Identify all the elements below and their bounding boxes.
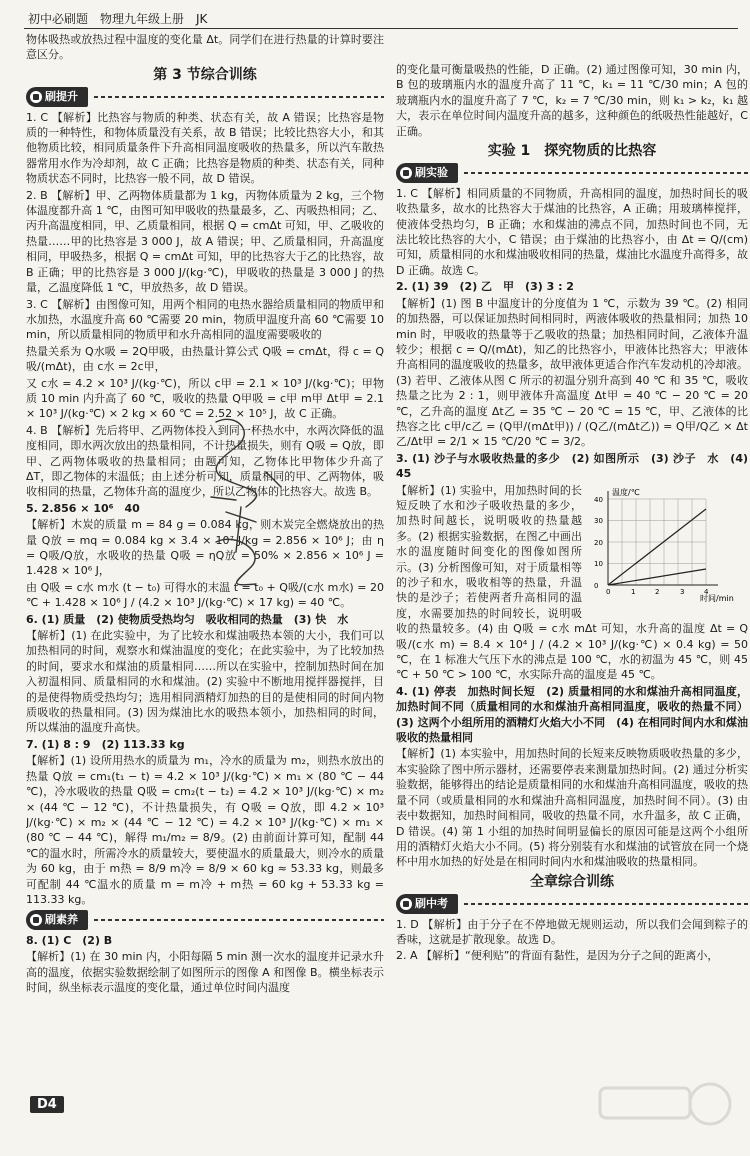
x-tick: 1 <box>631 587 636 596</box>
brush-icon <box>30 914 42 926</box>
exp-answer-2-key: 2. (1) 39 (2) 乙 甲 (3) 3 : 2 <box>396 280 574 294</box>
answer-1: 1. C 【解析】比热容与物质的种类、状态有关，故 A 错误；比热容是物质的一种特性，和物体质量没有关系，故 B 错误；比较比热容大小，和其他物质比较，相同质量条件下升高相同温度吸收的热量多，所以汽车散热器常用水作为冷却剂，故 C 正确；比热容是物质的种类、状态有关，同种物质状态不同时，比热容一般不同，故 D 错误。 <box>26 110 384 186</box>
answer-2: 2. B 【解析】甲、乙两物体质量都为 1 kg，丙物体质量为 2 kg，三个物体温度都升高 1 ℃，由图可知甲吸收的热量最多，乙、丙吸热相同；乙、丙升高温度相同，甲、乙质量相同，根据 Q = cmΔt 可知，甲、乙吸收的热量……甲的比热容是 3 000 J，故 A 错误；甲、乙质量相同，升高温度相同，甲吸热多，根据 Q = cmΔt 可知，甲的比热容大于乙的比热容，故 B 正确；甲的比热容是 3 000 J/(kg·℃)，甲吸收的热量是 3 000 J 的热量，乙温度降低 1 ℃，甲放热多，故 D 错误。 <box>26 188 384 295</box>
answer-3-part-b: 热量关系为 Q水吸 = 2Q甲吸，由热量计算公式 Q吸 = cmΔt，得 c = Q吸/(mΔt)，由 c水 = 2c甲， <box>26 344 384 374</box>
banner-label: 刷实验 <box>415 166 448 180</box>
answer-7-key: 7. (1) 8 : 9 (2) 113.33 kg <box>26 737 185 751</box>
banner-rule <box>94 919 384 921</box>
banner-rule <box>464 172 748 174</box>
x-tick: 2 <box>655 587 660 596</box>
graph-ylabel: 温度/℃ <box>612 487 640 497</box>
x-tick: 3 <box>680 587 685 596</box>
y-tick: 30 <box>594 516 603 525</box>
answer-7: 【解析】(1) 设所用热水的质量为 m₁，冷水的质量为 m₂，则热水放出的热量 Q放 = cm₁(t₁ − t) = 4.2 × 10³ J/(kg·℃) × m₁ × (80 ℃ − 44 ℃)，冷水吸收的热量 Q吸 = cm₂(t − t₂) = 4.2 × 10³ J/(kg·℃) × m₂ × (44 ℃ − 12 ℃)，不计热量损失，有 Q吸 = Q放，即 4.2 × 10³ J/(kg·℃) × m₂ × (44 ℃ − 12 ℃) = 4.2 × 10³ J/(kg·℃) × m₁ × (80 ℃ − 44 ℃)，解得 m₁/m₂ = 8/9。(2) 由前面计算可知，配制 44 ℃的温水时，所需冷水的质量较大，要使温水的质量最大，则冷水的质量为 60 kg，由于 m热 = 8/9 m冷 = 8/9 × 60 kg ≈ 53.33 kg，则最多可配制 44 ℃温水的质量 m = m冷 + m热 = 60 kg + 53.33 kg = 113.33 kg。 <box>26 754 384 906</box>
banner-badge <box>26 910 88 929</box>
brush-icon <box>400 898 412 910</box>
banner-badge <box>396 894 458 913</box>
answer-6-key: 6. (1) 质量 (2) 使物质受热均匀 吸收相同的热量 (3) 快 水 <box>26 612 349 626</box>
answer-6: 【解析】(1) 在此实验中，为了比较水和煤油吸热本领的大小，我们可以加热相同的时间，观察水和煤油温度的变化；在此实验中，为了比较加热的时间，要求水和煤油的质量相同……所以在实验中，控制加热时间在加入初温相同、质量相同的水和煤油。(2) 实验中不断地用搅拌器搅拌，目的是使得物质受热均匀；选用相同酒精灯加热的目的是使相同的时间内物质吸收的热量相同。(3) 因为煤油比水的吸热本领小，加热相同的时间，所以煤油的温度升高快。 <box>26 629 384 735</box>
graph-xlabel: 时间/min <box>700 593 734 603</box>
watermark-logo <box>590 1078 740 1138</box>
left-column <box>26 32 384 1112</box>
banner-brush-improve <box>26 87 384 106</box>
answer-3-part-c: 又 c水 = 4.2 × 10³ J/(kg·℃)，所以 c甲 = 2.1 × 10³ J/(kg·℃)；甲物质 10 min 内升高了 60 ℃，吸收的热量 Q甲吸 = c甲 m甲 Δt甲 = 2.1 × 10³ J/(kg·℃) × 2 kg × 60 ℃ = 2.52 × 10⁵ J，故 C 正确。 <box>26 376 384 421</box>
running-header: 初中必刷题 物理九年级上册 JK <box>28 12 208 26</box>
y-tick: 20 <box>594 538 603 547</box>
banner-label: 刷中考 <box>415 897 448 911</box>
banner-label: 刷提升 <box>45 90 78 104</box>
right-column <box>396 62 748 1122</box>
banner-rule <box>464 903 748 905</box>
exam-answer-1: 1. D 【解析】由于分子在不停地做无规则运动，所以我们会闻到粽子的香味，这就是扩散现象。故选 D。 <box>396 917 748 946</box>
answer-4: 4. B 【解析】先后将甲、乙两物体投入到同一杯热水中，水两次降低的温度相同，即水两次放出的热量相同，不计热量损失，则有 Q吸 = Q放，即甲、乙两物体吸收的热量相同；由题可知，乙物体比甲物体少升高了 ΔT，即乙物体的末温低；由上述分析可知，质量相同的甲、乙两物体，吸收相同的热量，乙物体升高的温度少，所以乙物体的比热容大。故选 B。 <box>26 423 384 499</box>
chapter-review-title: 全章综合训练 <box>530 873 614 890</box>
banner-brush-experiment <box>396 163 748 182</box>
banner-label: 刷素养 <box>45 913 78 927</box>
exp-answer-3-key: 3. (1) 沙子与水吸收热量的多少 (2) 如图所示 (3) 沙子 水 (4) 45 <box>396 451 748 481</box>
temperature-time-graph <box>588 485 748 605</box>
x-tick: 0 <box>606 587 611 596</box>
y-tick: 0 <box>594 581 599 590</box>
brush-icon <box>400 167 412 179</box>
page-number: D4 <box>30 1096 64 1113</box>
exam-answer-2: 2. A 【解析】“便利贴”的背面有黏性，是因为分子之间的距离小， <box>396 949 719 963</box>
answer-8-continued: 的变化量可衡量吸热的性能，D 正确。(2) 通过图像可知，30 min 内，B 包的玻璃瓶内水的温度升高了 11 ℃，k₁ = 11 ℃/30 min；A 包的玻璃瓶内水的温度升高了 7 ℃，k₂ = 7 ℃/30 min，则 k₁ > k₂，k₁ 越大，表示在单位时间内温度升高的越多，这种颜色的纸吸热性能越好，C 正确。 <box>396 63 748 138</box>
answer-5-part-b: 由 Q吸 = c水 m水 (t − t₀) 可得水的末温 t = t₀ + Q吸/(c水 m水) = 20 ℃ + 1.428 × 10⁶ J / (4.2 × 10³ J/(kg·℃) × 17 kg) = 40 ℃。 <box>26 580 384 610</box>
line-water <box>608 569 706 585</box>
exp-answer-4-key: 4. (1) 停表 加热时间长短 (2) 质量相同的水和煤油升高相同温度，加热时间不同（质量相同的水和煤油升高相同温度，吸收的热量不同）(3) 这两个小组所用的酒精灯火焰大小不同 (4) 在相同时间内水和煤油吸收的热量相同 <box>396 684 748 745</box>
experiment-title: 实验 1 探究物质的比热容 <box>487 143 657 160</box>
intro-text: 物体吸热或放热过程中温度的变化量 Δt。同学们在进行热量的计算时要注意区分。 <box>26 33 384 62</box>
exp-answer-3: 【解析】(1) 实验中，用加热时间的长短反映了水和沙子吸收热量的多少，加热时间越长，说明吸收的热量越多。(2) 根据实验数据，在图乙中画出水的温度随时间变化的图像如图所示。(3) 分析图像可知，对于质量相等的沙子和水，吸收相等的热量，升温快的是沙子；若使两者升高相同的温度，水需要加热的时间较长，说明吸收的热量较多。(4) 由 Q吸 = c水 mΔt 可知，水升高的温度 Δt = Q吸/(c水 m) = 8.4 × 10⁴ J / (4.2 × 10³ J/(kg·℃) × 0.4 kg) = 50 ℃，在 1 标准大气压下水的沸点是 100 ℃，水的初温为 45 ℃，则 45 ℃ + 50 ℃ > 100 ℃，水实际升高的温度是 45 ℃。 <box>396 483 748 682</box>
exp-answer-1: 1. C 【解析】相同质量的不同物质，升高相同的温度，加热时间长的吸收热量多，故水的比热容大于煤油的比热容，A 正确；用玻璃棒搅拌，使液体受热均匀，B 正确；水和煤油的沸点不同，加热时间也不同，无法比较比热容的大小，C 错误；由于煤油的比热容小，由 Δt = Q/(cm) 可知，质量相同的水和煤油吸收相同的热量，煤油比水温度升高得多，故 D 正确。故选 C。 <box>396 186 748 277</box>
section-title: 第 3 节综合训练 <box>153 66 257 83</box>
exp-answer-2: 【解析】(1) 图 B 中温度计的分度值为 1 ℃，示数为 39 ℃。(2) 相同的加热器，可以保证加热时间相同时，两液体吸收的热量相同；加热 10 min 时，甲吸收的热量等于乙吸收的热量；加热相同时间，乙液体升温较少；根据 c = Q/(mΔt)，知乙的比热容小，甲液体比热容大；甲液体升高相同的温度吸收的热量多，故甲液体更适合作汽车发动机的冷却液。(3) 若甲、乙液体从图 C 所示的初温分别升高到 40 ℃ 和 35 ℃，吸收热量之比为 2 : 1，则甲液体升高温度 Δt甲 = 40 ℃ − 20 ℃ = 20 ℃，乙升高的温度 Δt乙 = 35 ℃ − 20 ℃ = 15 ℃，甲、乙液体的比热容之比 c甲/c乙 = (Q甲/(mΔt甲)) / (Q乙/(mΔt乙)) = Q甲/Q乙 × Δt乙/Δt甲 = 2/1 × 15 ℃/20 ℃ = 3/2。 <box>396 296 748 449</box>
banner-badge <box>26 87 88 106</box>
brush-icon <box>30 91 42 103</box>
banner-rule <box>94 96 384 98</box>
answer-8: 【解析】(1) 在 30 min 内，小阳每隔 5 min 测一次水的温度并记录水升高的温度，依据实验数据绘制了如图所示的图像 A 和图像 B。横坐标表示时间，纵坐标表示温度的变化量，通过单位时间内温度 <box>26 950 384 994</box>
y-tick: 10 <box>594 559 603 568</box>
banner-brush-exam <box>396 894 748 913</box>
answer-5-key: 5. 2.856 × 10⁶ 40 <box>26 501 140 515</box>
banner-badge <box>396 163 458 182</box>
graph-grid <box>608 499 706 585</box>
y-tick: 40 <box>594 495 603 504</box>
answer-8-key: 8. (1) C (2) B <box>26 933 113 947</box>
banner-brush-literacy <box>26 910 384 929</box>
header-divider <box>24 28 738 29</box>
exp-answer-4: 【解析】(1) 本实验中，用加热时间的长短来反映物质吸收热量的多少，本实验除了图中所示器材，还需要停表来测量加热时间。(2) 通过分析实验数据，能够得出的结论是质量相同的水和煤油升高相同温度，吸收的热量不同（或质量相同的水和煤油升高相同温度，加热时间不同）。(3) 由表中数据知，加热时间相同，吸收的热量不同，水升温多，故 C 正确，D 错误。(4) 第 1 小组的加热时间明显偏长的原因可能是这两个小组所用的酒精灯火焰大小不同。(5) 将分别装有水和煤油的试管放在同一个烧杯中用水加热的好处是在相同时间内水和煤油吸收的热量相同。 <box>396 747 748 869</box>
x-tick: 4 <box>704 587 709 596</box>
answer-3-part-a: 3. C 【解析】由图像可知，用两个相同的电热水器给质量相同的物质甲和水加热，水温度升高 60 ℃需要 20 min，物质甲温度升高 60 ℃需要 10 min，所以质量相同的物质甲和水升高相同的温度需要吸收的 <box>26 297 384 342</box>
answer-5-part-a: 【解析】木炭的质量 m = 84 g = 0.084 kg，则木炭完全燃烧放出的热量 Q放 = mq = 0.084 kg × 3.4 × 10⁷ J/kg = 2.856 × 10⁶ J；由 η = Q吸/Q放，水吸收的热量 Q吸 = ηQ放 = 50% × 2.856 × 10⁶ J = 1.428 × 10⁶ J， <box>26 518 384 578</box>
